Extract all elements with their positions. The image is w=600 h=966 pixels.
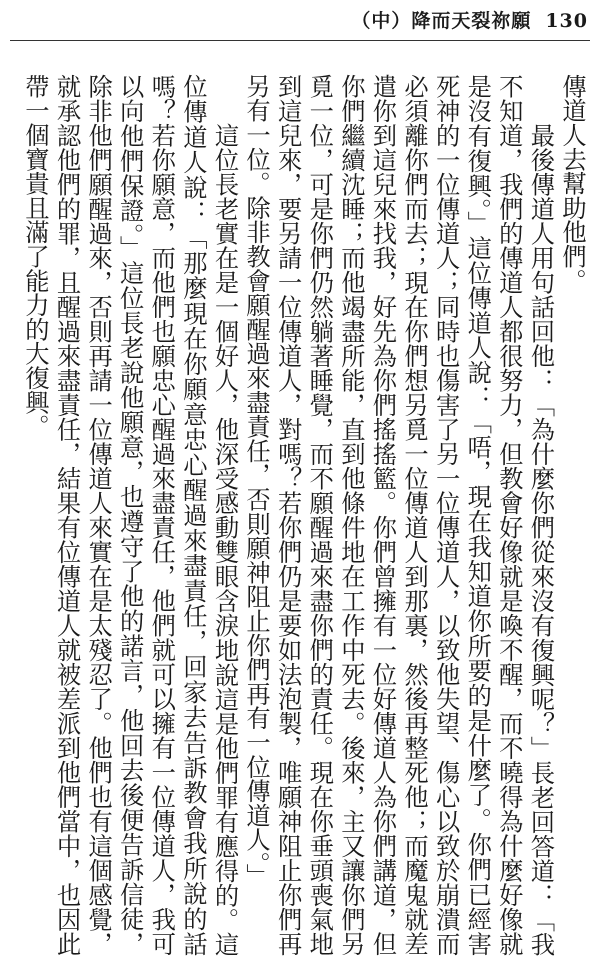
- running-header: [351, 6, 588, 33]
- page-body: [3, 74, 588, 956]
- chapter-title: （中）降而天裂祢願: [351, 10, 532, 32]
- page-number: 130: [545, 10, 588, 32]
- paragraph-3: 這位長老實在是一個好人，他深受感動雙眼含淚地說這是他們罪有應得的。這位傳道人說：「那麼現在你願意忠心醒過來盡責任，回家去告訴教會我所說的話嗎？若你願意，而他們也願忠心醒過來盡責任，他們就可以擁有一位傳道人，我可以向他們保證。」這位長老說他願意，也遵守了他的諾言，他回去後便告訴信徒，除非他們願醒過來，否則再請一位傳道人來實在是太殘忍了。他們也有這個感覺，就承認他們的罪，且醒過來盡責任，結果有位傳道人就被差派到他們當中，也因此帶一個寶貴且滿了能力的大復興。: [20, 74, 240, 956]
- header-rule: [10, 40, 590, 41]
- paragraph-2: 最後傳道人用句話回他：「為什麼你們從來沒有復興呢？」長老回答道：「我不知道，我們的傳道人都很努力，但教會好像就是喚不醒，而不曉得為什麼好像就是沒有復興。」這位傳道人說：「唔，現在我知道你所要的是什麼了。你們已經害死神的一位傳道人；同時也傷害了另一位傳道人，以致他失望、傷心以致於崩潰而必須離你們而去；現在你們想另覓一位傳道人到那裏，然後再整死他；而魔鬼就差遣你到這兒來找我，好先為你們搖搖籃。你們曾擁有一位好傳道人為你們講道，但你們繼續沈睡；而他竭盡所能，直到他條件地在工作中死去。後來，主又讓你們另覓一位，可是你們仍然躺著睡覺，而不願醒過來盡你們的責任。現在你垂頭喪氣地到這兒來，要另請一位傳道人，對嗎？若你們仍是要如法泡製，唯願神阻止你們再另有一位。除非教會願醒過來盡責任，否則願神阻止你們再有一位傳道人。」: [242, 74, 556, 956]
- paragraph-1: 傳道人去幫助他們。: [558, 74, 587, 293]
